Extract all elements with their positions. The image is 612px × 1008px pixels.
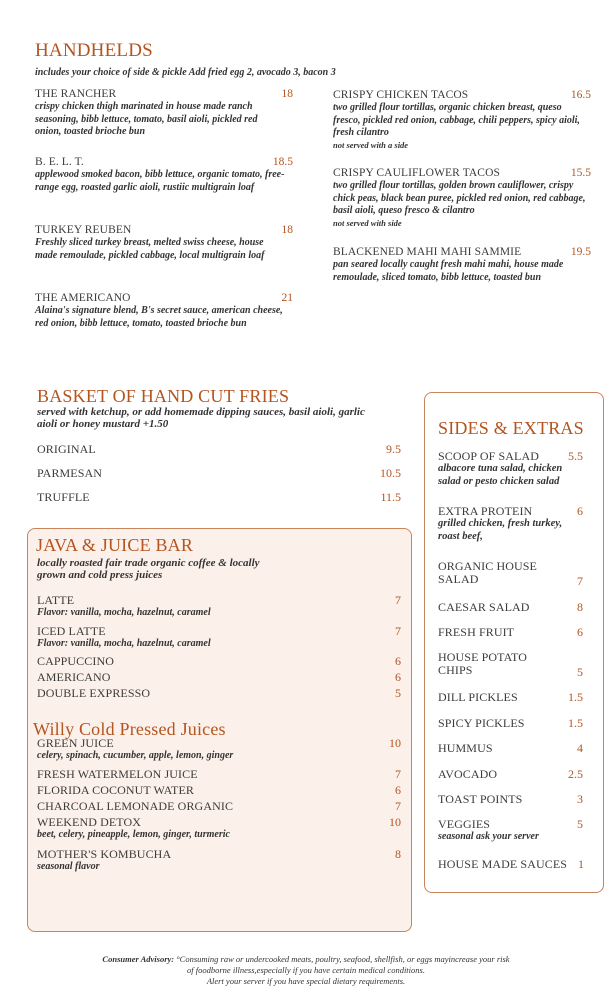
item-note: not served with side xyxy=(333,217,402,228)
item-price: 15.5 xyxy=(570,167,591,179)
item-name: ORGANIC HOUSE SALAD xyxy=(438,559,537,586)
item-price: 3 xyxy=(577,792,583,806)
item-name: MOTHER'S KOMBUCHA xyxy=(37,847,172,861)
advisory-text-1: °Consuming raw or undercooked meats, poultry, seafood, shellfish, or eggs mayincrease your risk xyxy=(176,954,510,964)
item-name: DOUBLE EXPRESSO xyxy=(37,686,151,700)
java-item-cappuccino xyxy=(37,655,401,668)
item-price: 6 xyxy=(577,504,583,518)
side-item-scoop-of-salad xyxy=(438,450,583,488)
consumer-advisory xyxy=(0,954,612,987)
item-name: DILL PICKLES xyxy=(438,690,518,704)
item-name: FRESH FRUIT xyxy=(438,625,515,639)
item-price: 18 xyxy=(281,88,293,100)
item-price: 5 xyxy=(577,665,583,679)
java-title: JAVA & JUICE BAR xyxy=(36,535,194,555)
item-name: TOAST POINTS xyxy=(438,792,523,806)
advisory-line-3: Alert your server if you have special dietary requirements. xyxy=(206,976,406,986)
item-price: 5 xyxy=(577,817,583,831)
item-name: HUMMUS xyxy=(438,741,493,755)
side-item-organic-house-salad xyxy=(438,560,583,586)
item-price: 7 xyxy=(395,767,401,781)
item-price: 6 xyxy=(395,654,401,668)
item-desc: pan seared locally caught fresh mahi mahi, house made remoulade, sliced tomato, bibb lettuce, toasted bun xyxy=(333,259,564,283)
item-name: CHARCOAL LEMONADE ORGANIC xyxy=(37,799,234,813)
item-price: 5.5 xyxy=(568,449,583,463)
side-item-caesar-salad xyxy=(438,601,583,614)
item-price: 7 xyxy=(395,624,401,638)
item-price: 4 xyxy=(577,741,583,755)
item-name: LATTE xyxy=(37,593,75,607)
item-name: WEEKEND DETOX xyxy=(37,815,142,829)
item-name: THE AMERICANO xyxy=(35,292,131,304)
item-name: EXTRA PROTEIN xyxy=(438,504,533,518)
item-name: CAPPUCCINO xyxy=(37,654,115,668)
juice-item-coconut-water xyxy=(37,784,401,797)
side-item-dill-pickles xyxy=(438,691,583,704)
advisory-line-1 xyxy=(0,954,612,965)
item-price: 8 xyxy=(395,847,401,861)
fries-title: BASKET OF HAND CUT FRIES xyxy=(37,386,290,406)
side-item-veggies xyxy=(438,818,583,844)
item-price: 5 xyxy=(395,686,401,700)
item-name: AMERICANO xyxy=(37,670,111,684)
item-name: VEGGIES xyxy=(438,817,491,831)
side-item-house-potato-chips xyxy=(438,651,583,677)
menu-item-the-americano xyxy=(35,292,293,330)
item-name: FRESH WATERMELON JUICE xyxy=(37,767,198,781)
item-desc: seasonal flavor xyxy=(37,861,100,872)
java-item-latte xyxy=(37,594,401,620)
item-name: CRISPY CHICKEN TACOS xyxy=(333,89,469,101)
java-subtitle: locally roasted fair trade organic coffee & locally grown and cold press juices xyxy=(37,557,260,581)
item-price: 10.5 xyxy=(380,466,401,480)
item-desc: Alaina's signature blend, B's secret sauce, american cheese, red onion, bibb lettuce, tomato, toasted brioche bun xyxy=(35,305,283,329)
item-name: B. E. L. T. xyxy=(35,156,84,168)
juice-item-charcoal-lemonade xyxy=(37,800,401,813)
juices-title: Willy Cold Pressed Juices xyxy=(33,719,226,739)
item-desc: celery, spinach, cucumber, apple, lemon, ginger xyxy=(37,750,234,761)
item-price: 10 xyxy=(389,736,401,750)
java-item-iced-latte xyxy=(37,625,401,651)
item-price: 18.5 xyxy=(272,156,293,168)
item-desc: Freshly sliced turkey breast, melted swiss cheese, house made remoulade, pickled cabbage, local multigrain loaf xyxy=(35,237,265,261)
item-price: 18 xyxy=(281,224,293,236)
item-price: 7 xyxy=(395,799,401,813)
sides-title: SIDES & EXTRAS xyxy=(438,418,584,438)
item-desc: crispy chicken thigh marinated in house made ranch seasoning, bibb lettuce, tomato, basil aioli, pickled red onion, toasted brioche bun xyxy=(35,101,258,137)
item-price: 1.5 xyxy=(568,716,583,730)
side-item-avocado xyxy=(438,768,583,781)
item-price: 2.5 xyxy=(568,767,583,781)
item-price: 6 xyxy=(395,670,401,684)
item-name: THE RANCHER xyxy=(35,88,117,100)
item-name: HOUSE POTATO CHIPS xyxy=(438,650,528,677)
handhelds-subtitle: includes your choice of side & pickle Add fried egg 2, avocado 3, bacon 3 xyxy=(35,67,336,78)
item-desc: Flavor: vanilla, mocha, hazelnut, caramel xyxy=(37,638,211,649)
side-item-house-made-sauces xyxy=(438,858,584,871)
item-name: FLORIDA COCONUT WATER xyxy=(37,783,195,797)
item-name: ORIGINAL xyxy=(37,442,96,456)
item-price: 9.5 xyxy=(386,442,401,456)
item-desc: two grilled flour tortillas, golden brown cauliflower, crispy chick peas, black bean puree, pickled red onion, red cabbage, basil aioli, queso fresco & cilantro xyxy=(333,180,586,216)
advisory-line-2: of foodborne illness,especially if you have certain medical conditions. xyxy=(187,965,425,975)
item-desc: two grilled flour tortillas, organic chicken breast, queso fresco, pickled red onion, cabbage, chili peppers, spicy aioli, fresh cilantro xyxy=(333,102,580,138)
item-desc: applewood smoked bacon, bibb lettuce, organic tomato, free-range egg, roasted garlic aioli, rustiic multigrain loaf xyxy=(35,169,285,193)
item-name: TURKEY REUBEN xyxy=(35,224,132,236)
side-item-hummus xyxy=(438,742,583,755)
item-price: 7 xyxy=(395,593,401,607)
item-price: 1 xyxy=(578,857,584,871)
handhelds-title: HANDHELDS xyxy=(35,40,153,61)
fries-item-parmesan xyxy=(37,467,401,480)
item-name: ICED LATTE xyxy=(37,624,106,638)
item-price: 8 xyxy=(577,600,583,614)
item-name: CAESAR SALAD xyxy=(438,600,530,614)
item-name: TRUFFLE xyxy=(37,490,90,504)
juice-item-green-juice xyxy=(37,737,401,763)
java-item-double-expresso xyxy=(37,687,401,700)
juice-item-kombucha xyxy=(37,848,401,874)
item-price: 11.5 xyxy=(380,490,401,504)
item-name: GREEN JUICE xyxy=(37,736,114,750)
item-name: SCOOP OF SALAD xyxy=(438,449,539,463)
menu-item-turkey-reuben xyxy=(35,224,293,262)
item-price: 7 xyxy=(577,574,583,588)
menu-item-crispy-cauliflower-tacos xyxy=(333,167,591,229)
item-price: 21 xyxy=(281,292,293,304)
item-price: 1.5 xyxy=(568,690,583,704)
fries-item-original xyxy=(37,443,401,456)
item-desc: albacore tuna salad, chicken salad or pesto chicken salad xyxy=(438,463,563,487)
item-price: 10 xyxy=(389,815,401,829)
item-name: PARMESAN xyxy=(37,466,103,480)
item-desc: seasonal ask your server xyxy=(438,831,539,842)
item-desc: Flavor: vanilla, mocha, hazelnut, caramel xyxy=(37,607,211,618)
item-name: AVOCADO xyxy=(438,767,498,781)
juice-item-weekend-detox xyxy=(37,816,401,842)
item-desc: beet, celery, pineapple, lemon, ginger, turmeric xyxy=(37,829,230,840)
side-item-spicy-pickles xyxy=(438,717,583,730)
fries-subtitle: served with ketchup, or add homemade dipping sauces, basil aioli, garlic aioli or honey mustard +1.50 xyxy=(37,406,365,430)
item-note: not served with a side xyxy=(333,139,409,150)
item-price: 19.5 xyxy=(570,246,591,258)
item-desc: grilled chicken, fresh turkey, roast beef, xyxy=(438,518,563,542)
menu-item-blackened-mahi-mahi xyxy=(333,246,591,284)
item-price: 16.5 xyxy=(570,89,591,101)
item-name: BLACKENED MAHI MAHI SAMMIE xyxy=(333,246,522,258)
item-price: 6 xyxy=(577,625,583,639)
java-item-americano xyxy=(37,671,401,684)
menu-item-belt xyxy=(35,156,293,194)
item-price: 6 xyxy=(395,783,401,797)
side-item-fresh-fruit xyxy=(438,626,583,639)
menu-item-crispy-chicken-tacos xyxy=(333,89,591,151)
side-item-extra-protein xyxy=(438,505,583,543)
advisory-label: Consumer Advisory: xyxy=(102,954,175,964)
side-item-toast-points xyxy=(438,793,583,806)
item-name: HOUSE MADE SAUCES xyxy=(438,857,568,871)
item-name: SPICY PICKLES xyxy=(438,716,525,730)
fries-item-truffle xyxy=(37,491,401,504)
item-name: CRISPY CAULIFLOWER TACOS xyxy=(333,167,500,179)
menu-item-the-rancher xyxy=(35,88,293,139)
juice-item-watermelon xyxy=(37,768,401,781)
